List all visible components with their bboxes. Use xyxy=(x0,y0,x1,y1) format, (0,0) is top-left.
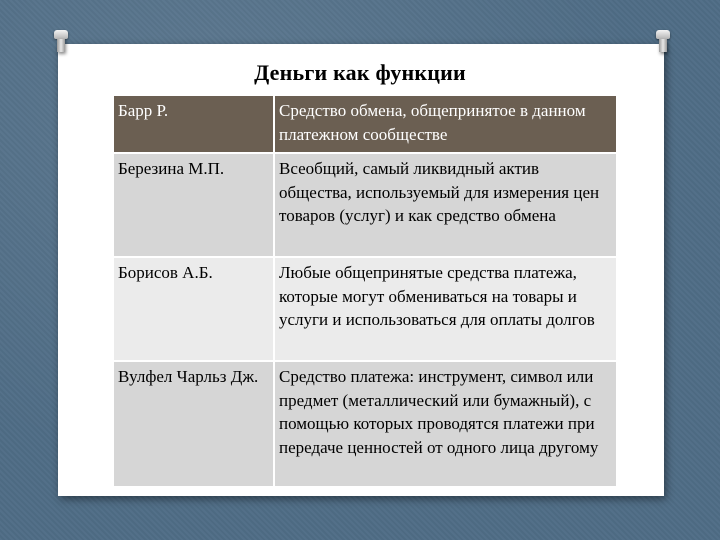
definitions-table xyxy=(114,96,616,488)
slide-title: Деньги как функции xyxy=(254,60,466,85)
definition-cell: Любые общепринятые средства платежа, которые могут обмениваться на товары и услуги и использоваться для оплаты долгов xyxy=(274,257,616,361)
author-cell: Березина М.П. xyxy=(114,153,274,257)
author-cell: Барр Р. xyxy=(114,96,274,153)
table-row xyxy=(114,153,616,257)
table-row xyxy=(114,257,616,361)
author-cell: Вулфел Чарльз Дж. xyxy=(114,361,274,487)
pushpin-icon xyxy=(656,30,670,52)
table-row xyxy=(114,361,616,487)
definition-cell: Средство обмена, общепринятое в данном платежном сообществе xyxy=(274,96,616,153)
definition-cell: Всеобщий, самый ликвидный актив общества, используемый для измерения цен товаров (услуг) и как средство обмена xyxy=(274,153,616,257)
pushpin-icon xyxy=(54,30,68,52)
table-row xyxy=(114,96,616,153)
author-cell: Борисов А.Б. xyxy=(114,257,274,361)
definition-cell: Средство платежа: инструмент, символ или предмет (металлический или бумажный), с помощью которых проводятся платежи при передаче ценностей от одного лица другому xyxy=(274,361,616,487)
